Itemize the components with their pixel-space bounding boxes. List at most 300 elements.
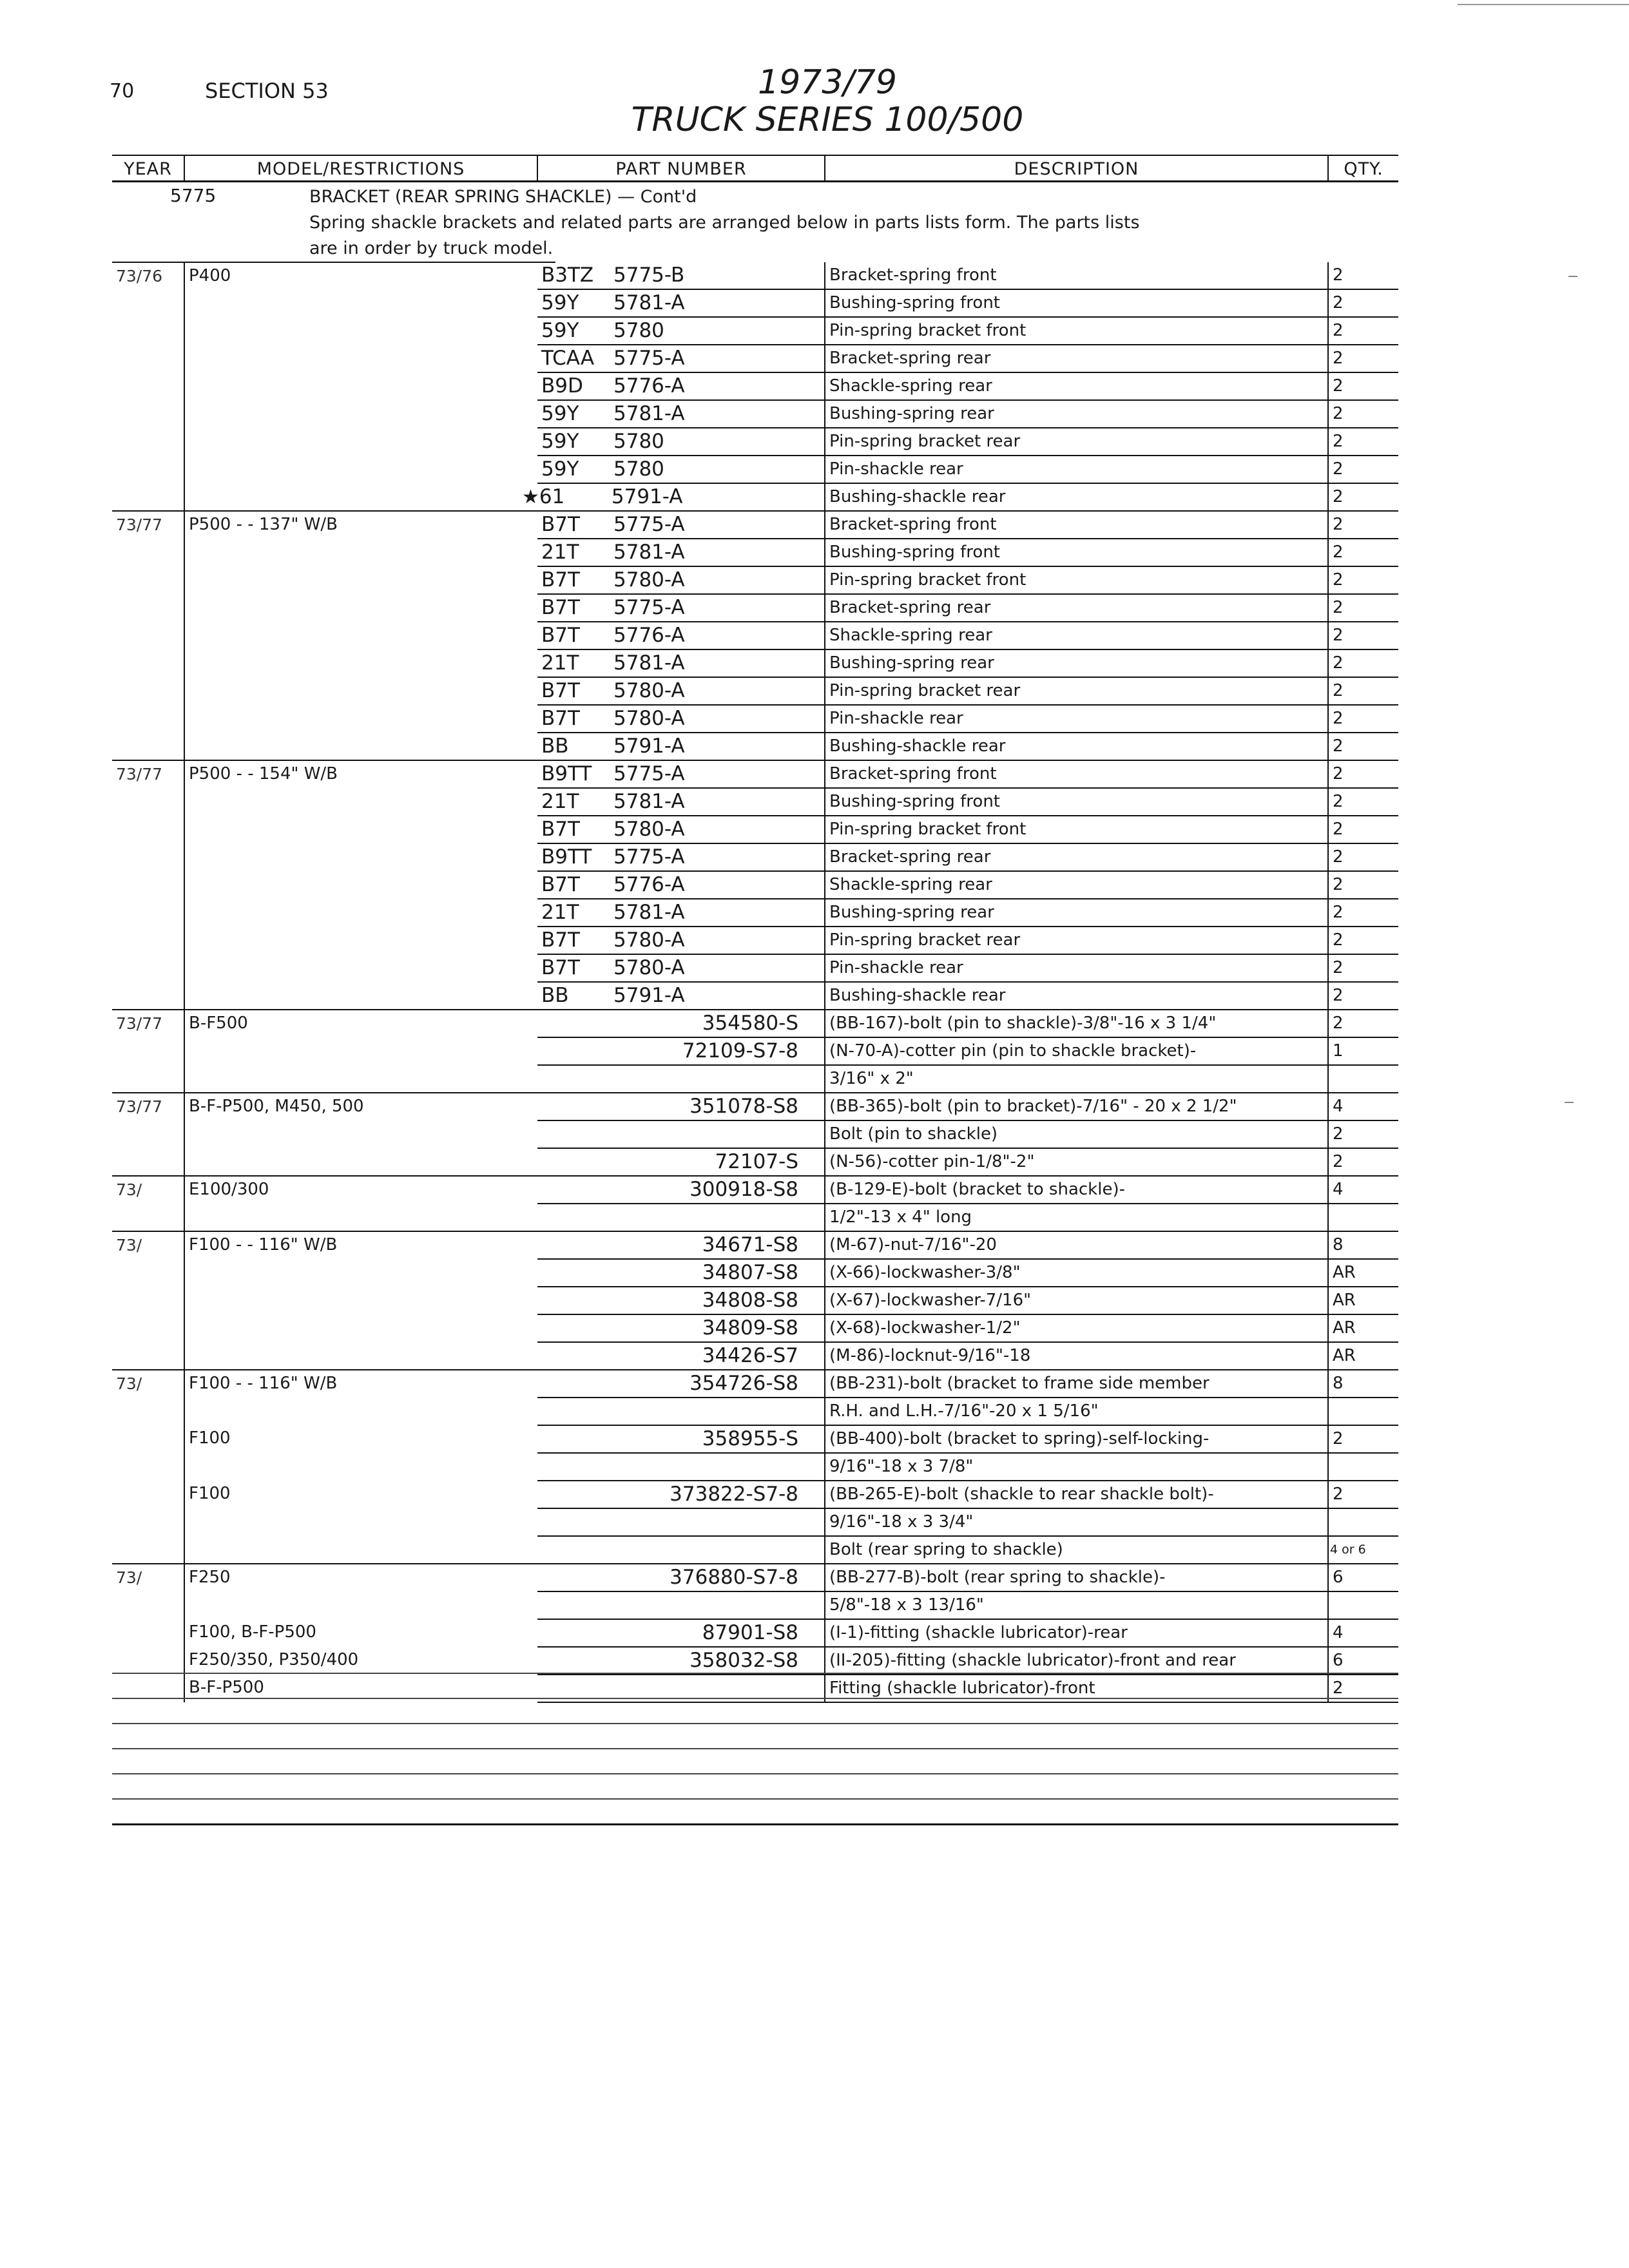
table-row <box>112 1287 1398 1314</box>
row-qty: 2 <box>1328 788 1398 816</box>
row-part-number <box>537 1204 825 1231</box>
part-base-number: 5775-A <box>613 845 685 869</box>
part-prefix: TCAA <box>541 347 595 370</box>
row-qty: AR <box>1328 1287 1398 1314</box>
part-base-number: 5776-A <box>613 873 685 896</box>
row-year <box>112 428 184 456</box>
blank-ruled-lines <box>112 1673 1398 1849</box>
part-base-number: 72109-S7-8 <box>682 1039 798 1062</box>
part-base-number: 5781-A <box>613 541 685 564</box>
row-year <box>112 927 184 954</box>
row-year <box>112 1342 184 1370</box>
row-description: Pin-shackle rear <box>825 954 1328 982</box>
row-part-number <box>537 1342 825 1370</box>
row-year <box>112 1536 184 1564</box>
row-part-number <box>537 871 825 899</box>
row-year <box>112 1425 184 1453</box>
row-model <box>184 539 537 566</box>
row-year <box>112 1453 184 1481</box>
row-year <box>112 1204 184 1231</box>
row-part-number <box>537 982 825 1010</box>
row-qty: 2 <box>1328 1481 1398 1508</box>
part-base-number: 5781-A <box>613 291 685 314</box>
row-model <box>184 843 537 871</box>
part-prefix: B9D <box>541 374 583 398</box>
row-description: (M-86)-locknut-9/16"-18 <box>825 1342 1328 1370</box>
row-year <box>112 622 184 649</box>
row-part-number <box>537 566 825 594</box>
row-part-number <box>537 1314 825 1342</box>
row-qty: 2 <box>1328 871 1398 899</box>
row-part-number <box>537 733 825 760</box>
row-year <box>112 1037 184 1065</box>
row-description: (I-1)-fitting (shackle lubricator)-rear <box>825 1619 1328 1647</box>
part-base-number: 34809-S8 <box>702 1316 798 1340</box>
row-qty: 2 <box>1328 816 1398 843</box>
part-prefix: 59Y <box>541 291 579 314</box>
row-qty: 2 <box>1328 289 1398 317</box>
row-year <box>112 289 184 317</box>
row-year <box>112 705 184 733</box>
table-row <box>112 400 1398 428</box>
row-model: F100 - - 116" W/B <box>184 1231 537 1259</box>
row-model <box>184 1314 537 1342</box>
row-year <box>112 1120 184 1148</box>
table-row <box>112 1314 1398 1342</box>
row-model <box>184 289 537 317</box>
row-model <box>184 428 537 456</box>
part-prefix: B7T <box>541 568 580 591</box>
row-model <box>184 1591 537 1619</box>
row-part-number <box>537 511 825 539</box>
row-year <box>112 400 184 428</box>
row-year <box>112 372 184 400</box>
table-row <box>112 705 1398 733</box>
row-qty: 2 <box>1328 372 1398 400</box>
part-base-number: 5775-A <box>613 513 685 536</box>
part-prefix: B7T <box>541 818 580 841</box>
row-model: P500 - - 137" W/B <box>184 511 537 539</box>
row-part-number <box>537 428 825 456</box>
part-base-number: 5775-A <box>613 762 685 785</box>
row-qty: 2 <box>1328 705 1398 733</box>
row-part-number <box>537 539 825 566</box>
table-row <box>112 1342 1398 1370</box>
row-year <box>112 1619 184 1647</box>
table-row <box>112 1398 1398 1425</box>
part-prefix: B7T <box>541 596 580 619</box>
row-description: Pin-spring bracket rear <box>825 927 1328 954</box>
group-code: 5775 <box>170 185 217 206</box>
row-year: 73/ <box>112 1176 184 1204</box>
table-row <box>112 871 1398 899</box>
table-row <box>112 982 1398 1010</box>
col-qty: QTY. <box>1328 155 1398 182</box>
row-year <box>112 1508 184 1536</box>
row-qty: 2 <box>1328 1675 1398 1702</box>
row-model <box>184 1508 537 1536</box>
row-part-number <box>537 317 825 345</box>
row-qty <box>1328 1591 1398 1619</box>
table-row <box>112 1204 1398 1231</box>
row-qty: 2 <box>1328 483 1398 511</box>
row-year <box>112 1148 184 1176</box>
part-prefix: 21T <box>541 901 579 924</box>
row-year <box>112 1065 184 1093</box>
part-base-number: 354580-S <box>702 1012 798 1035</box>
part-prefix: 59Y <box>541 319 579 342</box>
row-year <box>112 539 184 566</box>
row-description: Pin-shackle rear <box>825 705 1328 733</box>
row-description: Pin-spring bracket rear <box>825 428 1328 456</box>
row-qty: 2 <box>1328 317 1398 345</box>
row-description: Bushing-spring rear <box>825 400 1328 428</box>
part-base-number: 5780-A <box>613 928 685 952</box>
column-header-row <box>112 155 1398 182</box>
scan-edge-line <box>1458 4 1629 5</box>
row-model: B-F-P500 <box>184 1675 537 1702</box>
part-base-number: 5780-A <box>613 568 685 591</box>
row-part-number <box>537 954 825 982</box>
row-model <box>184 622 537 649</box>
table-row <box>112 456 1398 483</box>
row-qty: 2 <box>1328 1148 1398 1176</box>
row-description: Bushing-spring front <box>825 539 1328 566</box>
row-part-number <box>537 1508 825 1536</box>
row-part-number <box>537 1287 825 1314</box>
row-qty <box>1328 1398 1398 1425</box>
row-description: (X-66)-lockwasher-3/8" <box>825 1259 1328 1287</box>
table-row <box>112 649 1398 677</box>
table-row <box>112 622 1398 649</box>
row-part-number <box>537 677 825 705</box>
row-year <box>112 677 184 705</box>
row-part-number <box>537 1481 825 1508</box>
table-row <box>112 1010 1398 1037</box>
row-qty: 8 <box>1328 1231 1398 1259</box>
row-model <box>184 1342 537 1370</box>
row-qty: 4 <box>1328 1619 1398 1647</box>
part-prefix: 59Y <box>541 430 579 453</box>
part-base-number: 354726-S8 <box>689 1372 798 1395</box>
row-model <box>184 456 537 483</box>
row-model: E100/300 <box>184 1176 537 1204</box>
row-year <box>112 1481 184 1508</box>
row-description: Pin-spring bracket front <box>825 816 1328 843</box>
row-description: Pin-spring bracket front <box>825 317 1328 345</box>
part-base-number: 5791-A <box>613 984 685 1007</box>
row-part-number <box>537 1564 825 1591</box>
row-part-number <box>537 760 825 788</box>
row-model <box>184 649 537 677</box>
row-part-number <box>537 289 825 317</box>
table-row <box>112 1591 1398 1619</box>
part-base-number: 5781-A <box>613 901 685 924</box>
row-year <box>112 594 184 622</box>
row-part-number <box>537 843 825 871</box>
part-base-number: 34426-S7 <box>702 1344 798 1367</box>
row-part-number <box>537 1425 825 1453</box>
row-description: Bracket-spring front <box>825 262 1328 289</box>
row-part-number <box>537 649 825 677</box>
row-model: P500 - - 154" W/B <box>184 760 537 788</box>
row-description: Bracket-spring rear <box>825 345 1328 372</box>
part-prefix: B3TZ <box>541 264 594 287</box>
row-qty: AR <box>1328 1259 1398 1287</box>
row-model: F100 <box>184 1481 537 1508</box>
row-part-number <box>537 1536 825 1564</box>
row-part-number <box>537 262 825 289</box>
row-qty <box>1328 1204 1398 1231</box>
row-part-number <box>522 483 825 511</box>
table-row <box>112 843 1398 871</box>
row-qty: 2 <box>1328 677 1398 705</box>
row-description: (X-67)-lockwasher-7/16" <box>825 1287 1328 1314</box>
intro-heading: BRACKET (REAR SPRING SHACKLE) — Cont'd <box>309 187 697 207</box>
part-base-number: 5780-A <box>613 707 685 730</box>
table-row <box>112 1508 1398 1536</box>
part-base-number: 5781-A <box>613 651 685 675</box>
row-qty: 2 <box>1328 566 1398 594</box>
row-part-number <box>537 1010 825 1037</box>
table-row <box>112 594 1398 622</box>
row-description: Bracket-spring rear <box>825 843 1328 871</box>
row-description: Shackle-spring rear <box>825 372 1328 400</box>
part-base-number: 72107-S <box>715 1150 798 1173</box>
part-base-number: 34671-S8 <box>702 1233 798 1256</box>
star-icon: ★ <box>522 486 539 508</box>
table-row <box>112 1370 1398 1398</box>
row-description: Shackle-spring rear <box>825 871 1328 899</box>
row-year <box>112 954 184 982</box>
row-model <box>184 733 537 760</box>
table-row <box>112 483 1398 511</box>
table-row <box>112 760 1398 788</box>
page-number: 70 <box>110 80 135 102</box>
table-row <box>112 539 1398 566</box>
part-prefix: B7T <box>541 513 580 536</box>
row-description: 9/16"-18 x 3 7/8" <box>825 1453 1328 1481</box>
row-description: (N-70-A)-cotter pin (pin to shackle bracket)- <box>825 1037 1328 1065</box>
row-description: Bushing-spring rear <box>825 899 1328 927</box>
row-model <box>184 816 537 843</box>
row-year <box>112 1314 184 1342</box>
section-label: SECTION 53 <box>205 79 329 103</box>
table-row <box>112 428 1398 456</box>
table-row <box>112 733 1398 760</box>
row-model <box>184 1536 537 1564</box>
table-row <box>112 1564 1398 1591</box>
part-base-number: 358955-S <box>702 1427 798 1450</box>
table-row <box>112 1231 1398 1259</box>
row-model <box>184 1259 537 1287</box>
table-row <box>112 511 1398 539</box>
col-model: MODEL/RESTRICTIONS <box>184 155 537 182</box>
part-prefix: BB <box>541 984 569 1007</box>
part-prefix: B9TT <box>541 845 592 869</box>
intro-line-2: are in order by truck model. <box>309 236 555 263</box>
row-qty: 2 <box>1328 1010 1398 1037</box>
row-model <box>184 982 537 1010</box>
col-part-number: PART NUMBER <box>537 155 825 182</box>
row-qty <box>1328 1453 1398 1481</box>
part-base-number: 5780-A <box>613 956 685 979</box>
row-model <box>184 677 537 705</box>
row-model <box>184 927 537 954</box>
row-description: Fitting (shackle lubricator)-front <box>825 1675 1328 1702</box>
row-model <box>184 345 537 372</box>
scan-mark <box>1565 1102 1574 1103</box>
row-model <box>184 899 537 927</box>
row-qty: 2 <box>1328 1120 1398 1148</box>
row-model: F250/350, P350/400 <box>184 1647 537 1675</box>
row-qty: 2 <box>1328 511 1398 539</box>
part-prefix: 59Y <box>541 457 579 481</box>
row-qty <box>1328 1508 1398 1536</box>
table-row <box>112 1425 1398 1453</box>
table-row <box>112 317 1398 345</box>
row-model <box>184 317 537 345</box>
row-model: F100 <box>184 1425 537 1453</box>
row-description: Bushing-spring rear <box>825 649 1328 677</box>
row-part-number <box>537 1065 825 1093</box>
part-prefix: B9TT <box>541 762 592 785</box>
col-description: DESCRIPTION <box>825 155 1328 182</box>
row-qty: 2 <box>1328 954 1398 982</box>
row-year <box>112 1591 184 1619</box>
row-part-number <box>537 1259 825 1287</box>
row-year <box>112 899 184 927</box>
part-prefix: 21T <box>541 651 579 675</box>
part-base-number: 5791-A <box>611 485 683 508</box>
row-qty: 2 <box>1328 649 1398 677</box>
row-model <box>184 1453 537 1481</box>
row-description: (BB-277-B)-bolt (rear spring to shackle)- <box>825 1564 1328 1591</box>
table-row <box>112 788 1398 816</box>
part-base-number: 376880-S7-8 <box>670 1566 798 1589</box>
part-base-number: 5775-A <box>613 347 685 370</box>
row-model <box>184 1120 537 1148</box>
row-year <box>112 1398 184 1425</box>
row-model <box>184 1398 537 1425</box>
row-qty: 4 <box>1328 1093 1398 1120</box>
row-part-number <box>537 927 825 954</box>
scan-mark <box>1568 276 1577 277</box>
row-year: 73/ <box>112 1231 184 1259</box>
row-model <box>184 705 537 733</box>
table-row <box>112 1065 1398 1093</box>
row-description: Bushing-shackle rear <box>825 483 1328 511</box>
row-year <box>112 483 184 511</box>
row-description: 3/16" x 2" <box>825 1065 1328 1093</box>
table-row <box>112 262 1398 289</box>
part-base-number: 87901-S8 <box>702 1621 798 1644</box>
row-model <box>184 372 537 400</box>
row-year <box>112 649 184 677</box>
row-part-number <box>537 1148 825 1176</box>
table-row <box>112 566 1398 594</box>
row-year <box>112 788 184 816</box>
row-year <box>112 733 184 760</box>
row-part-number <box>537 1398 825 1425</box>
table-row <box>112 289 1398 317</box>
row-description: (N-56)-cotter pin-1/8"-2" <box>825 1148 1328 1176</box>
row-part-number <box>537 1619 825 1647</box>
table-row <box>112 372 1398 400</box>
row-qty: 6 <box>1328 1564 1398 1591</box>
row-qty: 1 <box>1328 1037 1398 1065</box>
row-year <box>112 1287 184 1314</box>
row-part-number <box>537 788 825 816</box>
table-row <box>112 1619 1398 1647</box>
part-prefix: 59Y <box>541 402 579 425</box>
part-prefix: BB <box>541 735 569 758</box>
row-year <box>112 345 184 372</box>
row-qty: 2 <box>1328 345 1398 372</box>
part-base-number: 5781-A <box>613 790 685 813</box>
row-part-number <box>537 1453 825 1481</box>
intro-line-1: Spring shackle brackets and related parts are arranged below in parts lists form. The parts lists <box>309 213 1140 233</box>
part-prefix: B7T <box>541 956 580 979</box>
intro-block <box>309 184 1140 263</box>
row-qty: 2 <box>1328 400 1398 428</box>
row-model <box>184 871 537 899</box>
row-year <box>112 843 184 871</box>
table-row <box>112 345 1398 372</box>
row-year: 73/77 <box>112 760 184 788</box>
row-part-number <box>537 594 825 622</box>
row-model <box>184 1287 537 1314</box>
row-year: 73/77 <box>112 511 184 539</box>
part-base-number: 5780 <box>613 457 664 481</box>
row-description: (BB-400)-bolt (bracket to spring)-self-locking- <box>825 1425 1328 1453</box>
part-prefix: B7T <box>541 679 580 702</box>
part-base-number: 5775-A <box>613 596 685 619</box>
row-part-number <box>537 899 825 927</box>
row-qty: 2 <box>1328 622 1398 649</box>
row-part-number <box>537 1647 825 1675</box>
row-model <box>184 1204 537 1231</box>
row-part-number <box>537 1176 825 1204</box>
row-description: (M-67)-nut-7/16"-20 <box>825 1231 1328 1259</box>
table-row <box>112 954 1398 982</box>
row-part-number <box>537 400 825 428</box>
row-qty: 2 <box>1328 899 1398 927</box>
part-base-number: 5775-B <box>613 264 685 287</box>
table-row <box>112 927 1398 954</box>
row-description: Shackle-spring rear <box>825 622 1328 649</box>
row-description: R.H. and L.H.-7/16"-20 x 1 5/16" <box>825 1398 1328 1425</box>
table-row <box>112 1176 1398 1204</box>
row-year <box>112 566 184 594</box>
part-base-number: 34807-S8 <box>702 1261 798 1284</box>
row-qty: 2 <box>1328 262 1398 289</box>
row-model <box>184 1148 537 1176</box>
row-description: Pin-shackle rear <box>825 456 1328 483</box>
row-model <box>184 954 537 982</box>
row-part-number <box>537 1370 825 1398</box>
row-year <box>112 317 184 345</box>
row-description: (BB-265-E)-bolt (shackle to rear shackle bolt)- <box>825 1481 1328 1508</box>
row-description: Bushing-spring front <box>825 788 1328 816</box>
row-model <box>184 1037 537 1065</box>
row-qty: 2 <box>1328 594 1398 622</box>
row-qty <box>1328 1065 1398 1093</box>
row-qty: AR <box>1328 1314 1398 1342</box>
row-model <box>184 594 537 622</box>
row-description: (BB-365)-bolt (pin to bracket)-7/16" - 20 x 2 1/2" <box>825 1093 1328 1120</box>
row-description: (BB-231)-bolt (bracket to frame side member <box>825 1370 1328 1398</box>
